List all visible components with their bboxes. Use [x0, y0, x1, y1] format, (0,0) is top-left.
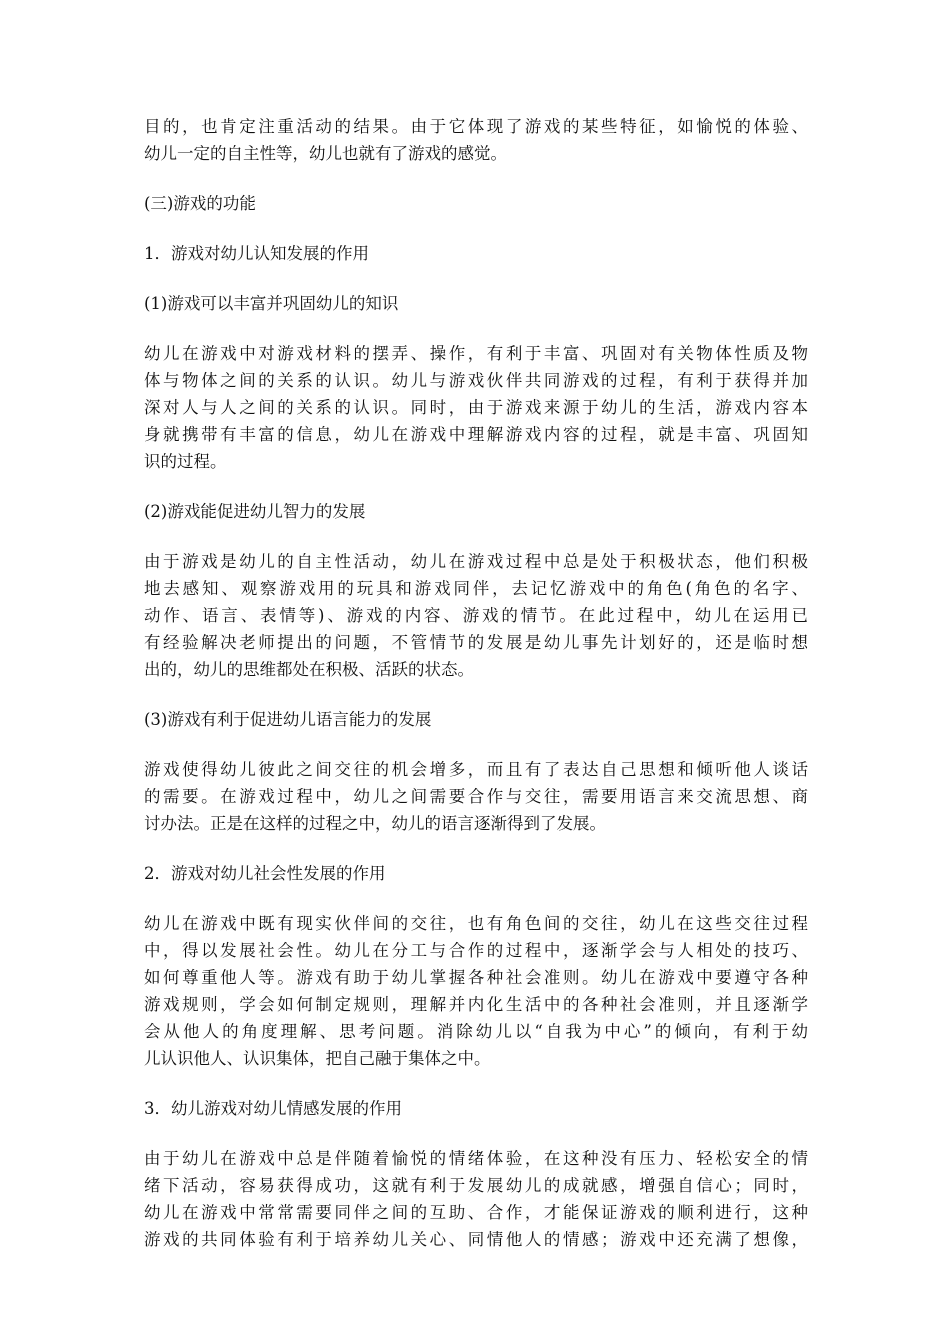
paragraph-line: 身就携带有丰富的信息，幼儿在游戏中理解游戏内容的过程，就是丰富、巩固知: [144, 425, 808, 444]
paragraph-line: 出的，幼儿的思维都处在积极、活跃的状态。: [144, 660, 474, 679]
body-paragraph: [144, 910, 808, 1072]
section-heading: 1．游戏对幼儿认知发展的作用: [144, 244, 369, 263]
paragraph-line: 幼儿在游戏中对游戏材料的摆弄、操作，有利于丰富、巩固对有关物体性质及物: [144, 344, 808, 363]
paragraph-line: 的需要。在游戏过程中，幼儿之间需要合作与交往，需要用语言来交流思想、商: [144, 787, 808, 806]
paragraph-line: 游戏规则，学会如何制定规则，理解并内化生活中的各种社会准则，并且逐渐学: [144, 995, 808, 1014]
paragraph-line: 由于游戏是幼儿的自主性活动，幼儿在游戏过程中总是处于积极状态，他们积极: [144, 552, 808, 571]
section-heading: 2．游戏对幼儿社会性发展的作用: [144, 864, 386, 883]
body-paragraph: [144, 756, 808, 837]
paragraph-line: 游戏的共同体验有利于培养幼儿关心、同情他人的情感；游戏中还充满了想像，: [144, 1230, 808, 1249]
paragraph-line: 儿认识他人、认识集体，把自己融于集体之中。: [144, 1049, 491, 1068]
paragraph-line: 绪下活动，容易获得成功，这就有利于发展幼儿的成就感，增强自信心；同时，: [144, 1176, 808, 1195]
paragraph-line: 幼儿在游戏中常常需要同伴之间的互助、合作，才能保证游戏的顺利进行，这种: [144, 1203, 808, 1222]
paragraph-line: 地去感知、观察游戏用的玩具和游戏同伴，去记忆游戏中的角色(角色的名字、: [144, 579, 808, 598]
paragraph-line: 幼儿一定的自主性等，幼儿也就有了游戏的感觉。: [144, 144, 507, 163]
paragraph-line: 如何尊重他人等。游戏有助于幼儿掌握各种社会准则。幼儿在游戏中要遵守各种: [144, 968, 808, 987]
paragraph-line: 会从他人的角度理解、思考问题。消除幼儿以“自我为中心”的倾向，有利于幼: [144, 1022, 808, 1041]
section-heading: 3．幼儿游戏对幼儿情感发展的作用: [144, 1099, 402, 1118]
body-paragraph: [144, 1145, 808, 1253]
body-paragraph: [144, 340, 808, 475]
paragraph-line: 目的，也肯定注重活动的结果。由于它体现了游戏的某些特征，如愉悦的体验、: [144, 117, 808, 136]
paragraph-line: 幼儿在游戏中既有现实伙伴间的交往，也有角色间的交往，幼儿在这些交往过程: [144, 914, 808, 933]
paragraph-line: 深对人与人之间的关系的认识。同时，由于游戏来源于幼儿的生活，游戏内容本: [144, 398, 808, 417]
body-paragraph: [144, 548, 808, 683]
paragraph-line: 识的过程。: [144, 452, 227, 471]
section-heading: (1)游戏可以丰富并巩固幼儿的知识: [144, 294, 399, 313]
paragraph-line: 中，得以发展社会性。幼儿在分工与合作的过程中，逐渐学会与人相处的技巧、: [144, 941, 808, 960]
paragraph-line: 游戏使得幼儿彼此之间交往的机会增多，而且有了表达自己思想和倾听他人谈话: [144, 760, 808, 779]
paragraph-line: 体与物体之间的关系的认识。幼儿与游戏伙伴共同游戏的过程，有利于获得并加: [144, 371, 808, 390]
document-page: [144, 113, 808, 1276]
section-heading: (3)游戏有利于促进幼儿语言能力的发展: [144, 710, 432, 729]
paragraph-line: 由于幼儿在游戏中总是伴随着愉悦的情绪体验，在这种没有压力、轻松安全的情: [144, 1149, 808, 1168]
section-heading: (三)游戏的功能: [144, 194, 256, 213]
paragraph-line: 讨办法。正是在这样的过程之中，幼儿的语言逐渐得到了发展。: [144, 814, 606, 833]
section-heading: (2)游戏能促进幼儿智力的发展: [144, 502, 366, 521]
paragraph-line: 动作、语言、表情等)、游戏的内容、游戏的情节。在此过程中，幼儿在运用已: [144, 606, 808, 625]
paragraph-line: 有经验解决老师提出的问题，不管情节的发展是幼儿事先计划好的，还是临时想: [144, 633, 808, 652]
body-paragraph: [144, 113, 808, 167]
